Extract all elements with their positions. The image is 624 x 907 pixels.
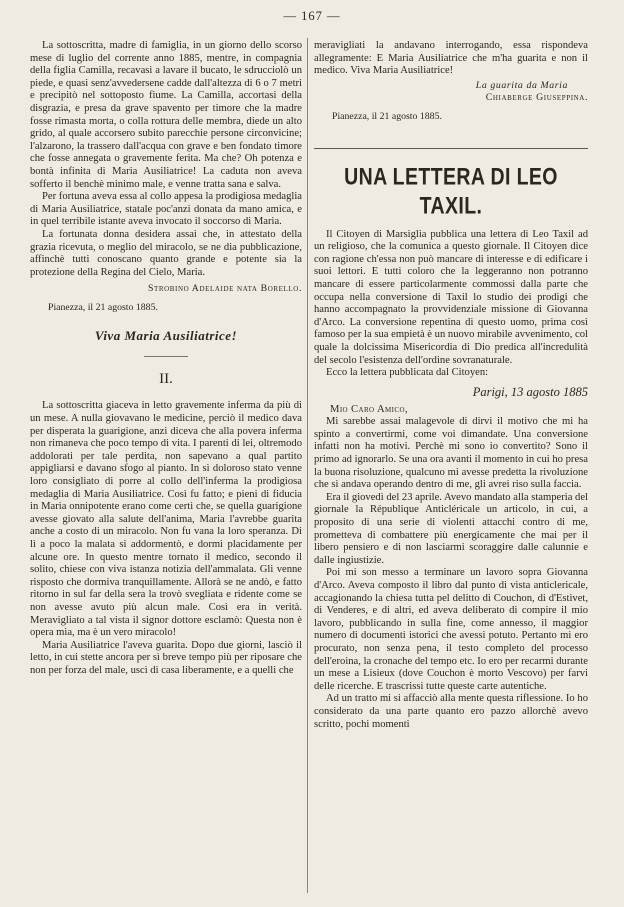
divider-rule [314, 148, 588, 149]
signature: Chiaberge Giuseppina. [485, 92, 588, 104]
paragraph: La sottoscritta giaceva in letto gravemente inferma da più di un mese. A nulla giovavano le medicine, perciò il medico dava per disperata la guarigione, anzi diceva che alla povera inferma non rimaneva che poco tempo di vita. I parenti di lei, oltremodo addolorati per tale perdita, non sapevano a qual partito appigliarsi e davano sfogo al pianto. In sì doloroso stato venne loro consigliato di porre al collo dell'inferma la prodigiosa medaglia di Maria Ausiliatrice. Così fu fatto; e pieni di fiducia in Maria onnipotente erano come certi che, se quella guarigione avesse giovato alla salute dell'anima, Maria l'avrebbe guarita anche a costo di un miracolo. Non fu vana la loro speranza. Di lì a poco la malata si addormentò, e dormì placidamente per alcune ore. In questo mentre tornato il medico, secondo il solito, chiese con viva istanza notizia dell'ammalata. Gli venne risposto che dormiva tranquillamente. Allorà se ne andò, e fatto ritorno in sul far della sera la trovò svegliata e ridente come se non avesse avuto più alcun male. Così era in verità. Meravigliato a tal vista il signor dottore esclamò: Questa non è opera mia, ma è un vero miracolo! [30, 400, 302, 639]
paragraph: Per fortuna aveva essa al collo appesa la prodigiosa medaglia di Maria Ausiliatrice, statale poc'anzi donata da mano amica, e in quel terribile istante aveva invocato il soccorso di Maria. [30, 191, 302, 228]
paragraph: Mi sarebbe assai malagevole di dirvi il motivo che mi ha spinto a convertirmi, come voi dimandate. Una conversione infatti non ha motivi. Perchè mi sono io convertito? Sono il primo ad ignorarlo. Se una ora avanti il momento in cui ho presa la buona risoluzione, qualcuno mi avesse predetta la rivoluzione che si andava operando dentro di me, gli avrei riso sulla faccia. [314, 416, 588, 491]
page-number: — 167 — [283, 9, 341, 23]
paragraph: La sottoscritta, madre di famiglia, in un giorno dello scorso mese di luglio del corrente anno 1885, mentre, in compagnia della figlia Camilla, recavasi a lavare il bucato, le sdrucciolò un piede, e quasi senz'avvedersene cadde dall'altezza di 6 o 7 metri e precipitò nel sottoposto fiume. La Camilla, accortasi della disgrazia, e presa da grave spavento per timore che la madre fosse rimasta morta, o colla rottura delle membra, diede un alto grido, al quale accorsero subito parecchie persone circonvicine; l'alzarono, la trassero dall'acqua con grave e ben fondato timore che fosse annegata o gravemente ferita. Ma che? Oh potenza e bontà infinita di Maria Ausiliatrice! La caduta non aveva sofferto il benchè minimo male, e venne tratta sana e salva. [30, 40, 302, 190]
column-divider [307, 38, 308, 893]
section-subtitle: Viva Maria Ausiliatrice! [94, 328, 238, 344]
right-column [314, 40, 588, 731]
signature-line: La guarita da Maria [475, 79, 568, 91]
paragraph: Maria Ausiliatrice l'aveva guarita. Dopo due giorni, lasciò il letto, in cui stette ancora per sì breve tempo più per riposare che non per forza del male, uscì di casa liberamente, e a quelli che [30, 639, 302, 676]
article-title: UNA LETTERA DI LEO TAXIL. [344, 162, 558, 220]
signature: Strobino Adelaide nata Borello. [147, 283, 302, 295]
paragraph: La fortunata donna desidera assai che, in attestato della grazia ricevuta, o meglio del miracolo, se ne dia pubblicazione, affinchè tutti conoscano quanto grande e potente sia la protezione della Regina del Cielo, Maria. [30, 228, 302, 278]
paragraph: Era il giovedì del 23 aprile. Avevo mandato alla stamperia del giornale la République Anticléricale un articolo, in cui, a proposito di una serie di violenti attacchi contro di me, prometteva di combattere più energicamente che mai per il libero pensiero e di non lasciarmi scoraggire dalle calunnie e dalle ingiustizie. [314, 491, 588, 566]
paragraph: Poi mi son messo a terminare un lavoro sopra Giovanna d'Arco. Aveva composto il libro dal punto di vista anticlericale, accagionando la chiesa tutta pel delitto di Couchon, di d'Estivet, di Venderes, e di altri, ed aveva deliberato di compire il mio lavoro, pubblicando in sulla fine, come annesso, il maggior numero di documenti istorici che avessi potuto. Pertanto mi ero procurato, non senza pena, il testo completo del processo dell'eroina, la cronache del tempo etc. Io ero per recarmi durante un mese a Lisieux (dove Couchon è morto Vescovo) per farvi delle ricerche. E trascrissi tutte queste carte autentiche. [314, 567, 588, 692]
section-number: II. [159, 371, 173, 388]
divider-rule [144, 356, 188, 357]
dateline: Pianezza, il 21 agosto 1885. [332, 110, 442, 122]
letter-date: Parigi, 13 agosto 1885 [472, 384, 588, 399]
paragraph: meravigliati la andavano interrogando, essa rispondeva allegramente: E Maria Ausiliatrice che m'ha guarita e non il medico. Viva Maria Ausiliatrice! [314, 40, 588, 77]
paragraph: Ad un tratto mi si affacciò alla mente questa riflessione. Io ho considerato da una parte quanto ero pazzo allorchè avevo scritto, pochi momenti [314, 693, 588, 730]
dateline: Pianezza, il 21 agosto 1885. [48, 301, 158, 313]
paragraph: Ecco la lettera pubblicata dal Citoyen: [326, 367, 489, 379]
paragraph: Il Citoyen di Marsiglia pubblica una lettera di Leo Taxil ad un religioso, che la comunica a questo giornale. Il Citoyen dice con ragione ch'essa non può mancare di interesse e di edificare i suoi lettori. E tutti coloro che la leggeranno non potranno mancare di essere particolarmente commossi dalla parte che occupa nella conversione di Taxil lo studio dei prodigi che hanno accompagnato la provvidenziale missione di Giovanna d'Arco. La conversione repentina di questo uomo, prima così famoso per la sua empietà è un nuovo mirabile avvenimento, col quale la dolcissima Misericordia di Dio predica all'incredulità del secolo l'esistenza dell'ordine sovranaturale. [314, 228, 588, 366]
salutation: Mio Caro Amico, [330, 403, 408, 415]
left-column [30, 40, 302, 678]
